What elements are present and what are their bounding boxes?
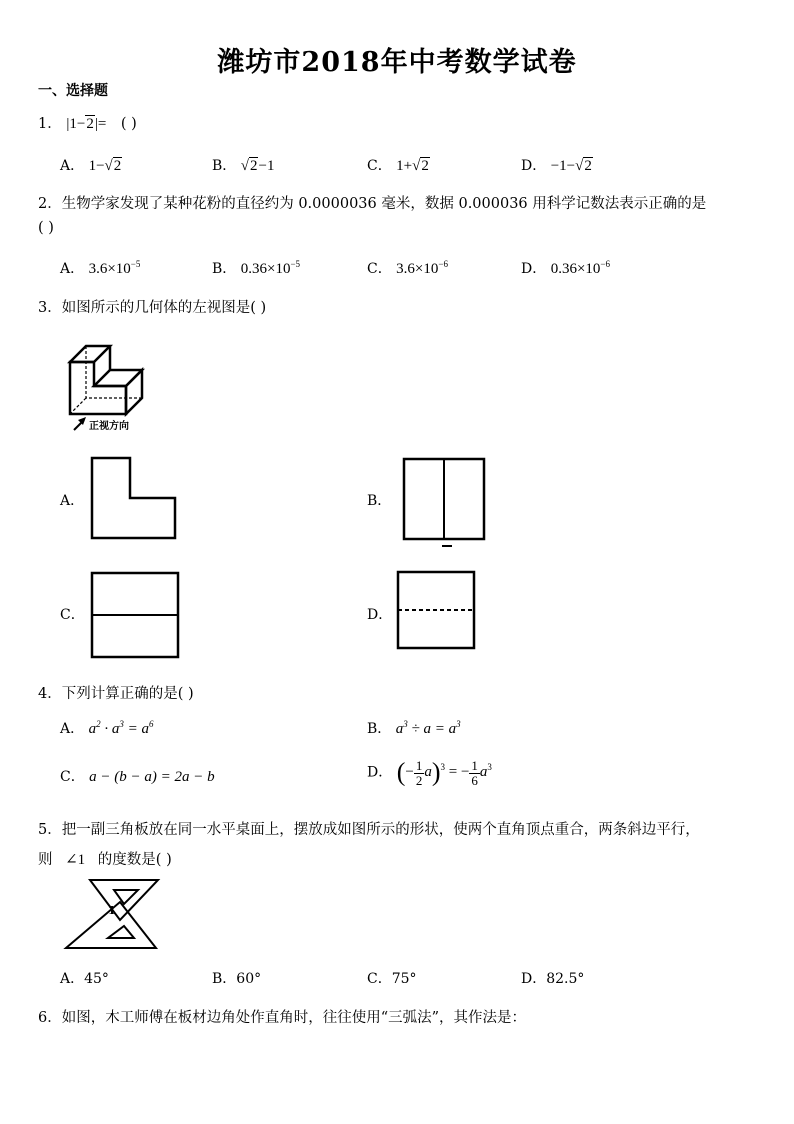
q5-option-d[interactable]: D．82.5° xyxy=(521,971,585,987)
q4-option-c[interactable]: C． a − (b − a) = 2a − b xyxy=(60,769,215,785)
q3-option-a-label[interactable]: A． xyxy=(60,493,85,509)
q5-stem-line2: 则 ∠1 的度数是( ) xyxy=(38,852,172,868)
q3-view-direction-label: 正视方向 xyxy=(89,421,129,432)
q2-stem-line2: ( ) xyxy=(38,220,54,236)
q1-expression: |1−2|= xyxy=(66,116,107,132)
q1-option-a[interactable]: A． 1−√2 xyxy=(60,158,122,174)
q3-option-d-label[interactable]: D． xyxy=(367,607,393,623)
q4-stem: 4．下列计算正确的是( ) xyxy=(38,686,194,702)
q4-option-b[interactable]: B． $a^3 \div a = a^3$ xyxy=(367,719,461,737)
q1-option-c[interactable]: C． 1+√2 xyxy=(367,158,429,174)
q5-angle-label: 1 xyxy=(108,904,116,917)
q2-option-c[interactable]: C． $3.6\times 10^{-6}$ xyxy=(367,259,448,277)
q1-option-d[interactable]: D． −1−√2 xyxy=(521,158,592,174)
q2-option-a[interactable]: A． $3.6\times 10^{-5}$ xyxy=(60,259,141,277)
q3-option-b-figure[interactable] xyxy=(402,457,488,549)
q2-option-b[interactable]: B． $0.36\times 10^{-5}$ xyxy=(212,259,301,277)
q1-blank: ( ) xyxy=(120,116,137,132)
page-title: 潍坊市2018年中考数学试卷 xyxy=(217,47,577,78)
q5-option-c[interactable]: C．75° xyxy=(367,971,417,987)
q3-option-b-label[interactable]: B． xyxy=(367,493,392,509)
q3-stem: 3．如图所示的几何体的左视图是( ) xyxy=(38,300,267,316)
q3-option-c-label[interactable]: C． xyxy=(60,607,85,623)
q3-option-a-figure[interactable] xyxy=(90,456,180,540)
q5-option-a[interactable]: A．45° xyxy=(60,971,109,987)
q2-option-d[interactable]: D． $0.36\times 10^{-6}$ xyxy=(521,259,610,277)
section-heading: 一、选择题 xyxy=(38,83,108,99)
q1-option-b[interactable]: B． √2−1 xyxy=(212,158,275,174)
q5-stem-line1: 5．把一副三角板放在同一水平桌面上，摆放成如图所示的形状，使两个直角顶点重合，两条斜边平行， xyxy=(38,822,700,838)
q2-stem-line1: 2．生物学家发现了某种花粉的直径约为 0.0000036 毫米，数据 0.000036 用科学记数法表示正确的是 xyxy=(38,196,707,212)
q3-option-d-figure[interactable] xyxy=(396,570,478,652)
q4-option-a[interactable]: A． $a^2 \cdot a^3 = a^6$ xyxy=(60,719,154,737)
question-1 xyxy=(38,112,137,133)
q3-option-c-figure[interactable] xyxy=(90,571,182,661)
q4-option-d[interactable]: D． (− $\frac{1}{2}$ a)$^3$ = − $\frac{1}{6}$ $a^3$ xyxy=(367,757,492,788)
q1-number: 1． xyxy=(38,116,62,132)
q5-option-b[interactable]: B．60° xyxy=(212,971,262,987)
q6-stem: 6．如图，木工师傅在板材边角处作直角时，往往使用“三弧法”，其作法是： xyxy=(38,1010,527,1026)
